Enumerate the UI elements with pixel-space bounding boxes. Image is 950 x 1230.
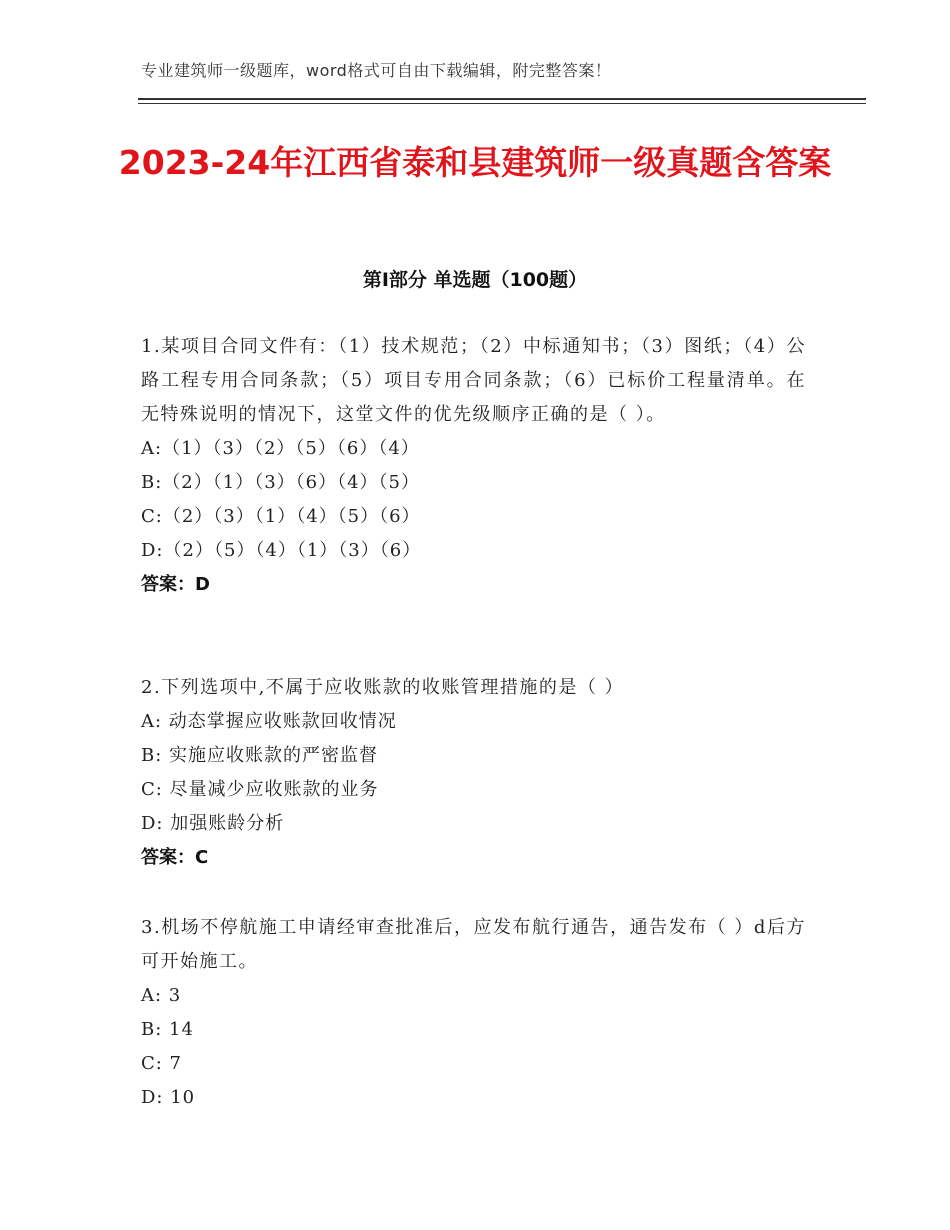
question-3 [141,911,806,1115]
option-b: B: 14 [141,1019,194,1040]
header-rule-thick [138,98,866,100]
question-2 [141,671,806,875]
option-b: B:（2）（1）（3）（6）（4）（5） [141,472,421,493]
question-stem: 2.下列选项中,不属于应收账款的收账管理措施的是（ ） [141,677,625,698]
option-a: A:（1）（3）（2）（5）（6）（4） [141,438,420,459]
answer: 答案：C [141,847,209,868]
section-heading: 第Ⅰ部分 单选题（100题） [362,269,588,291]
option-d: D: 10 [141,1087,196,1108]
option-c: C: 7 [141,1053,183,1074]
option-c: C:（2）（3）（1）（4）（5）（6） [141,506,421,527]
option-d: D:（2）（5）（4）（1）（3）（6） [141,540,422,561]
option-c: C: 尽量减少应收账款的业务 [141,779,379,800]
option-d: D: 加强账龄分析 [141,813,285,834]
question-1 [141,330,806,602]
answer: 答案：D [141,574,210,595]
question-stem: 3.机场不停航施工申请经审查批准后，应发布航行通告，通告发布（ ）d后方可开始施工。 [141,917,806,972]
header-rule-thin [138,103,866,104]
option-a: A: 3 [141,985,182,1006]
question-stem: 1.某项目合同文件有：（1）技术规范；（2）中标通知书；（3）图纸；（4）公路工程专用合同条款；（5）项目专用合同条款；（6）已标价工程量清单。在无特殊说明的情况下，这堂文件的优先级顺序正确的是（ ）。 [141,336,806,425]
option-b: B: 实施应收账款的严密监督 [141,745,379,766]
page-header-text: 专业建筑师一级题库，word格式可自由下载编辑，附完整答案！ [141,61,612,80]
document-title: 2023-24年江西省泰和县建筑师一级真题含答案 [118,143,832,182]
option-a: A: 动态掌握应收账款回收情况 [141,711,397,732]
